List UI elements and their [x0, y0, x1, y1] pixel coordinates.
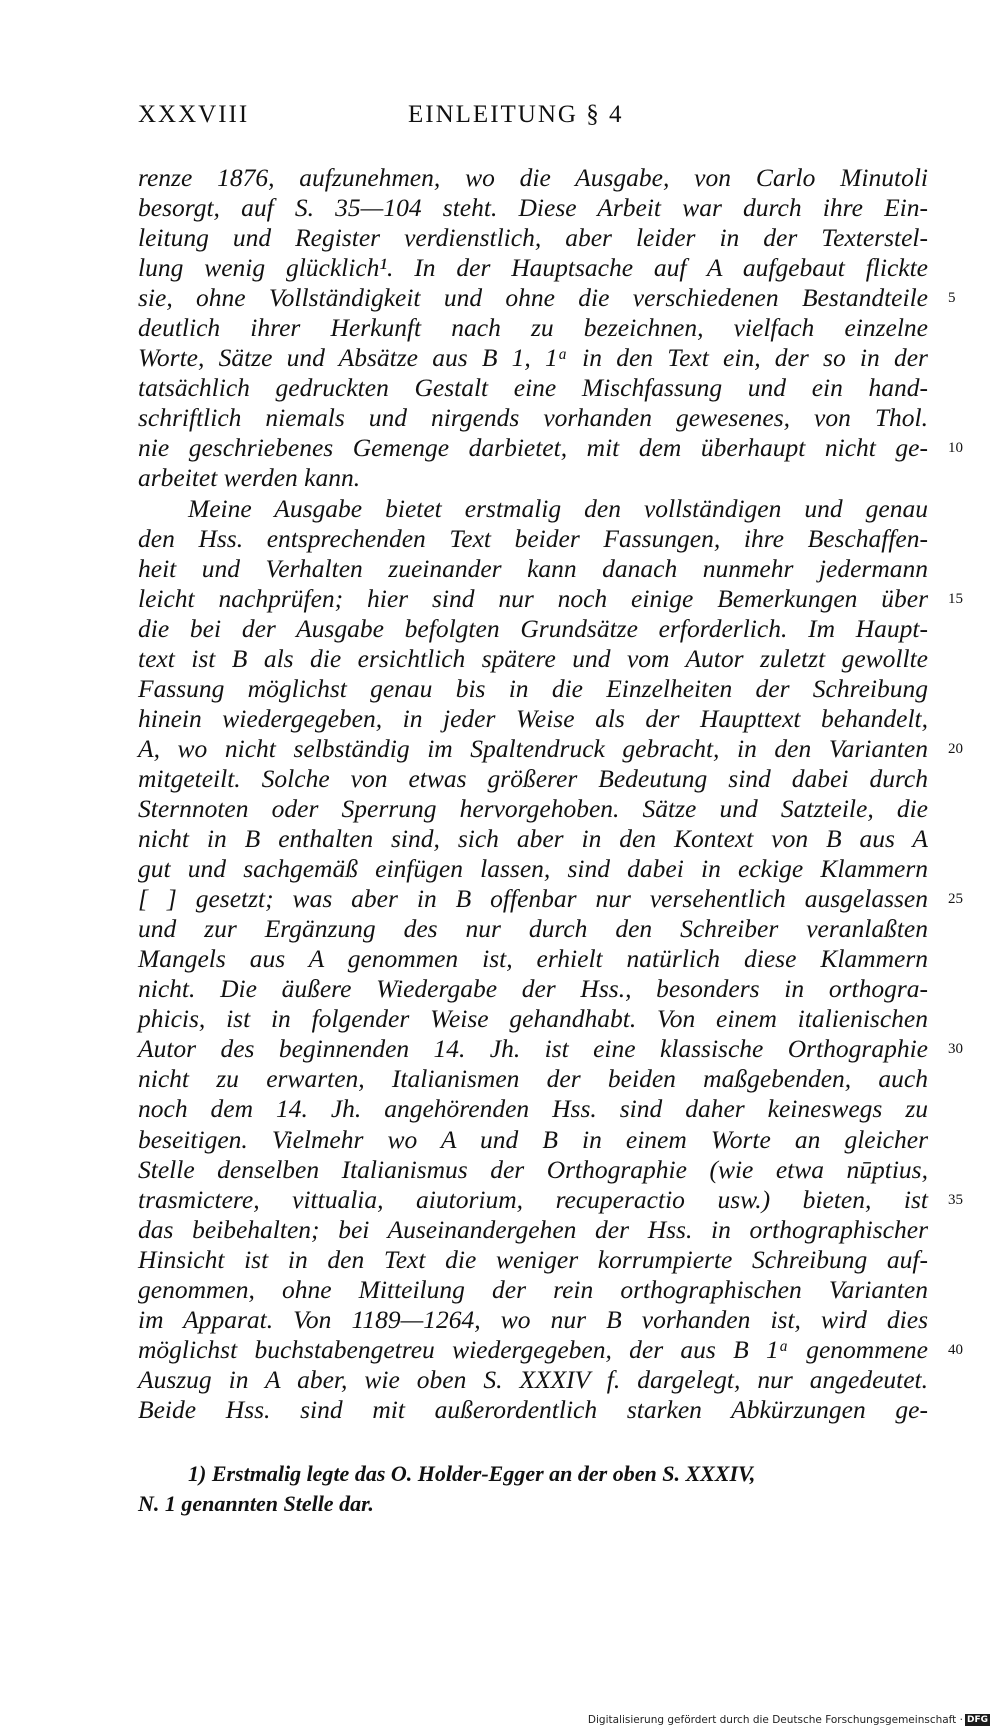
text-line: Autor des beginnenden 14. Jh. ist eine klassische Orthographie 30: [138, 1034, 963, 1064]
text-line: hinein wiedergegeben, in jeder Weise als der Haupttext behandelt,: [138, 703, 928, 733]
text-line: lung wenig glücklich¹. In der Hauptsache auf A aufgebaut flickte: [138, 253, 928, 283]
text-line: [ ] gesetzt; was aber in B offenbar nur versehentlich ausgelassen 25: [138, 884, 963, 914]
digitization-credit: [588, 1714, 990, 1726]
line-number: 25: [948, 891, 963, 908]
credit-text: Digitalisierung gefördert durch die Deutsche Forschungsgemeinschaft ·: [587, 1714, 963, 1726]
text-line: sie, ohne Vollständigkeit und ohne die verschiedenen Bestandteile 5: [138, 283, 956, 313]
text-line: gut und sachgemäß einfügen lassen, sind dabei in eckige Klammern: [138, 854, 928, 884]
text-line: das beibehalten; bei Auseinandergehen der Hss. in orthographischer: [138, 1214, 928, 1244]
line-number: 35: [948, 1191, 963, 1208]
text-line: deutlich ihrer Herkunft nach zu bezeichnen, vielfach einzelne: [138, 313, 928, 343]
text-line: im Apparat. Von 1189—1264, wo nur B vorhanden ist, wird dies: [138, 1304, 928, 1334]
text-line: trasmictere, vittualia, aiutorium, recuperactio usw.) bieten, ist 35: [138, 1184, 963, 1214]
text-line: besorgt, auf S. 35—104 steht. Diese Arbeit war durch ihre Ein-: [138, 193, 928, 223]
text-line: schriftlich niemals und nirgends vorhanden gewesenes, von Thol.: [138, 403, 928, 433]
dfg-logo-icon: DFG: [966, 1715, 988, 1725]
body-text: [138, 163, 963, 1425]
text-line: A, wo nicht selbständig im Spaltendruck gebracht, in den Varianten 20: [138, 733, 963, 763]
text-line: Worte, Sätze und Absätze aus B 1, 1ᵃ in den Text ein, der so in der: [138, 343, 928, 373]
running-title: EINLEITUNG § 4: [408, 101, 624, 128]
text-line: den Hss. entsprechenden Text beider Fassungen, ihre Beschaffen-: [138, 523, 928, 553]
text-line: Hinsicht ist in den Text die weniger korrumpierte Schreibung auf-: [138, 1244, 928, 1274]
text-line: nicht zu erwarten, Italianismen der beiden maßgebenden, auch: [138, 1064, 928, 1094]
text-line: Stelle denselben Italianismus der Orthographie (wie etwa nūptius,: [138, 1154, 928, 1184]
text-line: Fassung möglichst genau bis in die Einzelheiten der Schreibung: [138, 673, 928, 703]
running-header: [138, 101, 926, 135]
text-line: Sternnoten oder Sperrung hervorgehoben. Sätze und Satzteile, die: [138, 793, 928, 823]
text-line: genommen, ohne Mitteilung der rein orthographischen Varianten: [138, 1274, 928, 1304]
text-line: Meine Ausgabe bietet erstmalig den vollständigen und genau: [188, 493, 928, 523]
text-line: leitung und Register verdienstlich, aber leider in der Texterstel-: [138, 223, 928, 253]
line-number: 40: [948, 1341, 963, 1358]
line-number: 20: [948, 740, 963, 757]
text-line: leicht nachprüfen; hier sind nur noch einige Bemerkungen über 15: [138, 583, 963, 613]
footnote: [138, 1459, 928, 1519]
line-number: 30: [948, 1041, 963, 1058]
text-line: text ist B als die ersichtlich spätere und vom Autor zuletzt gewollte: [138, 643, 928, 673]
text-line: die bei der Ausgabe befolgten Grundsätze erforderlich. Im Haupt-: [138, 613, 928, 643]
text-line: nie geschriebenes Gemenge darbietet, mit dem überhaupt nicht ge- 10: [138, 433, 963, 463]
page-number: XXXVIII: [138, 101, 250, 128]
text-line: nicht in B enthalten sind, sich aber in den Kontext von B aus A: [138, 824, 928, 854]
footnote-line: N. 1 genannten Stelle dar.: [138, 1491, 374, 1516]
text-line: Auszug in A aber, wie oben S. XXXIV f. dargelegt, nur angedeutet.: [138, 1364, 928, 1394]
text-line: heit und Verhalten zueinander kann danach nunmehr jedermann: [138, 553, 928, 583]
line-number: 10: [948, 440, 963, 457]
text-line: arbeitet werden kann.: [138, 463, 361, 493]
text-line: renze 1876, aufzunehmen, wo die Ausgabe, von Carlo Minutoli: [138, 163, 928, 192]
line-number: 5: [948, 290, 956, 307]
text-line: und zur Ergänzung des nur durch den Schreiber veranlaßten: [138, 914, 928, 944]
line-number: 15: [948, 590, 963, 607]
text-line: nicht. Die äußere Wiedergabe der Hss., besonders in orthogra-: [138, 974, 928, 1004]
text-line: Beide Hss. sind mit außerordentlich starken Abkürzungen ge-: [138, 1394, 928, 1424]
text-line: noch dem 14. Jh. angehörenden Hss. sind daher keineswegs zu: [138, 1094, 928, 1124]
text-line: beseitigen. Vielmehr wo A und B in einem Worte an gleicher: [138, 1124, 928, 1154]
text-line: Mangels aus A genommen ist, erhielt natürlich diese Klammern: [138, 944, 928, 974]
text-line: möglichst buchstabengetreu wiedergegeben, der aus B 1ᵃ genommene 40: [138, 1334, 963, 1364]
text-line: phicis, ist in folgender Weise gehandhabt. Von einem italienischen: [138, 1004, 928, 1034]
footnote-line: 1) Erstmalig legte das O. Holder-Egger an der oben S. XXXIV,: [188, 1461, 756, 1486]
text-line: tatsächlich gedruckten Gestalt eine Mischfassung und ein hand-: [138, 373, 928, 403]
text-line: mitgeteilt. Solche von etwas größerer Bedeutung sind dabei durch: [138, 763, 928, 793]
